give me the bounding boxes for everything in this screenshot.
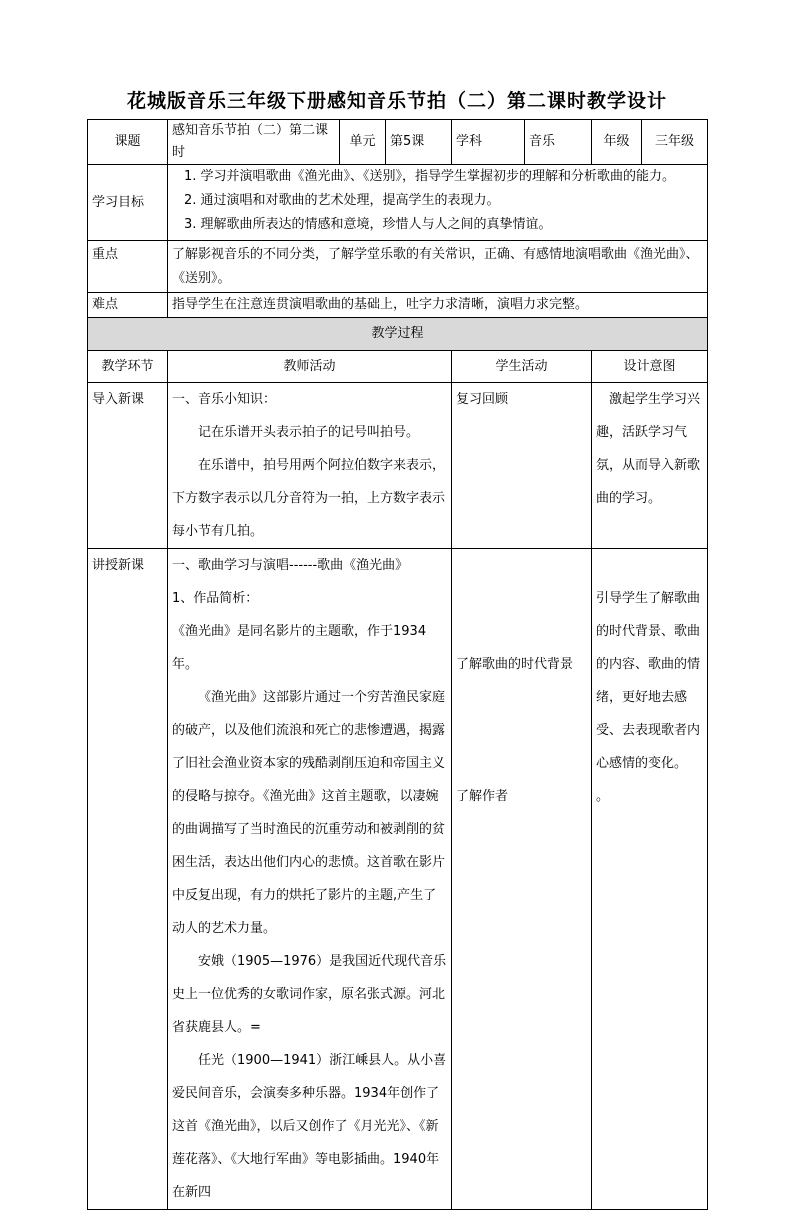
- intro-teacher-line: 一、音乐小知识：: [172, 392, 277, 407]
- new-student-item: 了解作者: [456, 789, 509, 804]
- new-teacher-line: 一、歌曲学习与演唱------歌曲《渔光曲》: [172, 558, 409, 573]
- intro-intent: 激起学生学习兴趣，活跃学习气氛，从而导入新歌曲的学习。: [592, 383, 708, 549]
- lesson-plan-table: [87, 119, 708, 1210]
- difficulty-text: 指导学生在注意连贯演唱歌曲的基础上，吐字力求清晰，演唱力求完整。: [168, 293, 708, 318]
- topic-label: 课题: [88, 120, 168, 165]
- column-stage: 教学环节: [88, 351, 168, 383]
- new-intent-text: 引导学生了解歌曲的时代背景、歌曲的内容、歌曲的情绪，更好地去感受、去表现歌者内心感情的变化。: [596, 591, 701, 771]
- new-intent-tail: 。: [596, 789, 610, 804]
- difficulty-label: 难点: [88, 293, 168, 318]
- intro-row: [88, 383, 708, 549]
- new-teacher-line: 《渔光曲》是同名影片的主题歌，作于1934年。: [172, 624, 427, 672]
- column-header-row: [88, 351, 708, 383]
- new-intent: [592, 549, 708, 1210]
- objective-item: 3. 理解歌曲所表达的情感和意境，珍惜人与人之间的真挚情谊。: [184, 217, 552, 232]
- process-header-row: [88, 318, 708, 351]
- new-student: [452, 549, 592, 1210]
- new-teacher-line: 安娥（1905—1976）是我国近代现代音乐史上一位优秀的女歌词作家，原名张式源。河北省获鹿县人。=: [172, 954, 447, 1035]
- intro-teacher: [168, 383, 452, 549]
- grade-value: 三年级: [642, 120, 708, 165]
- subject-label: 学科: [452, 120, 525, 165]
- subject-value: 音乐: [525, 120, 592, 165]
- unit-value: 第5课: [386, 120, 452, 165]
- difficulty-row: [88, 293, 708, 318]
- objectives-label: 学习目标: [88, 165, 168, 241]
- header-row: [88, 120, 708, 165]
- objectives-row: [88, 165, 708, 241]
- intro-stage: 导入新课: [88, 383, 168, 549]
- new-teacher-line: 《渔光曲》这部影片通过一个穷苦渔民家庭的破产，以及他们流浪和死亡的悲惨遭遇，揭露了旧社会渔业资本家的残酷剥削压迫和帝国主义的侵略与掠夺。《渔光曲》这首主题歌，以凄婉的曲调描写了当时渔民的沉重劳动和被剥削的贫困生活，表达出他们内心的悲愤。这首歌在影片中反复出现，有力的烘托了影片的主题,产生了动人的艺术力量。: [172, 690, 446, 936]
- intro-teacher-line: 记在乐谱开头表示拍子的记号叫拍号。: [198, 425, 420, 440]
- new-student-item: 了解歌曲的时代背景: [456, 657, 574, 672]
- unit-label: 单元: [340, 120, 386, 165]
- grade-label: 年级: [592, 120, 642, 165]
- new-teacher: [168, 549, 452, 1210]
- column-intent: 设计意图: [592, 351, 708, 383]
- process-header: 教学过程: [88, 318, 708, 351]
- new-stage: 讲授新课: [88, 549, 168, 1210]
- document-title: 花城版音乐三年级下册感知音乐节拍（二）第二课时教学设计: [126, 90, 667, 112]
- key-point-label: 重点: [88, 241, 168, 293]
- key-point-text: 了解影视音乐的不同分类，了解学堂乐歌的有关常识，正确、有感情地演唱歌曲《渔光曲》、《送别》。: [168, 241, 708, 293]
- new-lesson-row: [88, 549, 708, 1210]
- objective-item: 1. 学习并演唱歌曲《渔光曲》、《送别》，指导学生掌握初步的理解和分析歌曲的能力。: [184, 169, 676, 184]
- intro-student: 复习回顾: [452, 383, 592, 549]
- key-point-row: [88, 241, 708, 293]
- new-teacher-line: 任光（1900—1941）浙江嵊县人。从小喜爱民间音乐，会演奏多种乐器。1934年创作了这首《渔光曲》，以后又创作了《月光光》、《新莲花落》、《大地行军曲》等电影插曲。1940年在新四: [172, 1053, 447, 1200]
- new-teacher-line: 1、作品简析：: [172, 591, 259, 606]
- column-student: 学生活动: [452, 351, 592, 383]
- topic-value: 感知音乐节拍（二）第二课时: [168, 120, 340, 165]
- objectives-list: [168, 165, 708, 241]
- objective-item: 2. 通过演唱和对歌曲的艺术处理，提高学生的表现力。: [184, 193, 500, 208]
- column-teacher: 教师活动: [168, 351, 452, 383]
- intro-teacher-line: 在乐谱中，拍号用两个阿拉伯数字来表示，下方数字表示以几分音符为一拍，上方数字表示每小节有几拍。: [172, 458, 446, 539]
